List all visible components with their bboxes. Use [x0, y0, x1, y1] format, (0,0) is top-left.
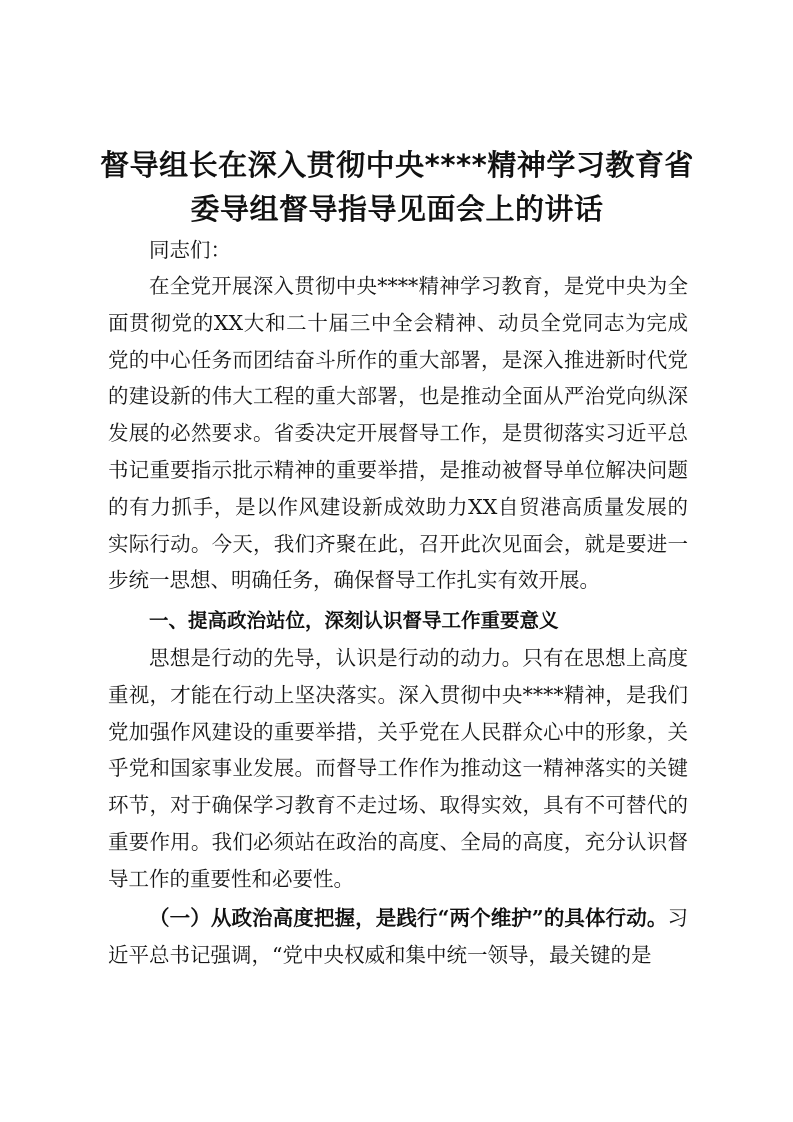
paragraph-intro: 在全党开展深入贯彻中央****精神学习教育，是党中央为全面贯彻党的XX大和二十届三中全会精神、动员全党同志为完成党的中心任务而团结奋斗所作的重大部署，是深入推进新时代党的建设新的伟大工程的重大部署，也是推动全面从严治党向纵深发展的必然要求。省委决定开展督导工作，是贯彻落实习近平总书记重要指示批示精神的重要举措，是推动被督导单位解决问题的有力抓手，是以作风建设新成效助力XX自贸港高质量发展的实际行动。今天，我们齐聚在此，召开此次见面会，就是要进一步统一思想、明确任务，确保督导工作扎实有效开展。	[108, 274, 688, 593]
subsection-heading-1: （一）从政治高度把握，是践行“两个维护”的具体行动。	[149, 906, 668, 930]
paragraph-subsection-1	[108, 900, 688, 974]
document-title-line-1: 督导组长在深入贯彻中央****精神学习教育省	[100, 148, 694, 182]
greeting: 同志们：	[149, 238, 231, 262]
section-heading-1: 一、提高政治站位，深刻认识督导工作重要意义	[149, 609, 559, 632]
paragraph-subsection-1-text: 习近平总书记强调，“党中央权威和集中统一领导，最关键的是	[108, 906, 688, 967]
paragraph-section-1: 思想是行动的先导，认识是行动的动力。只有在思想上高度重视，才能在行动上坚决落实。深入贯彻中央****精神，是我们党加强作风建设的重要举措，关乎党在人民群众心中的形象，关乎党和国家事业发展。而督导工作作为推动这一精神落实的关键环节，对于确保学习教育不走过场、取得实效，具有不可替代的重要作用。我们必须站在政治的高度、全局的高度，充分认识督导工作的重要性和必要性。	[108, 646, 688, 891]
document-title-line-2: 委导组督导指导见面会上的讲话	[190, 192, 604, 226]
